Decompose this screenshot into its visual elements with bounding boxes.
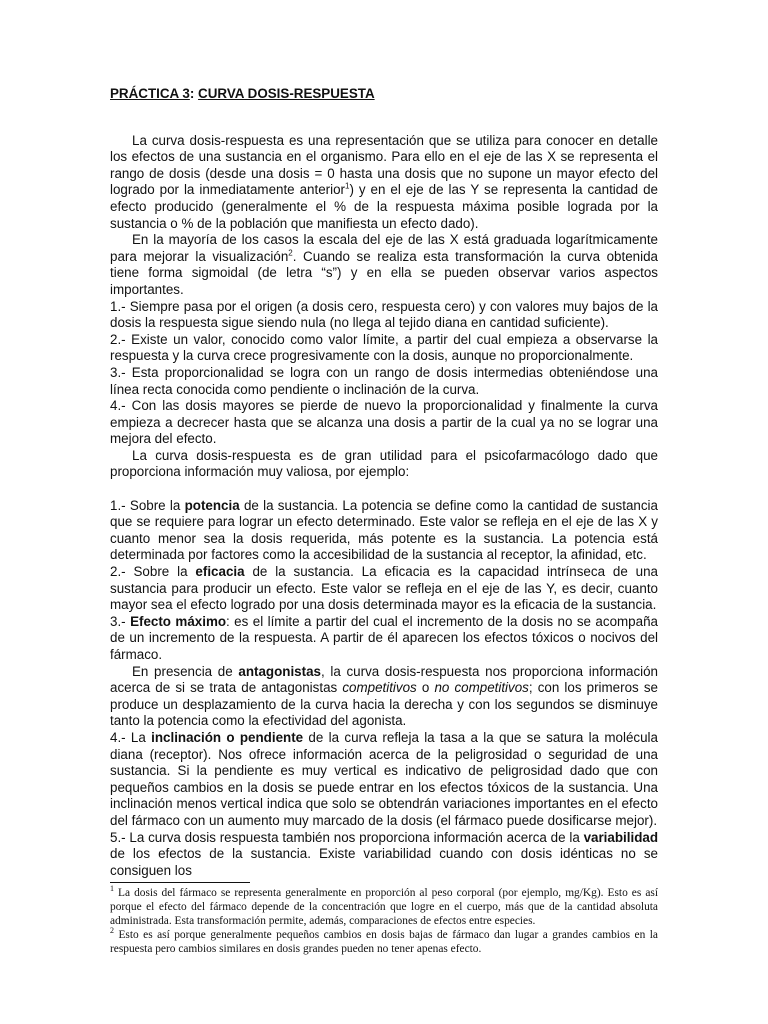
list-item: 1.- Siempre pasa por el origen (a dosis cero, respuesta cero) y con valores muy bajos de la dosis la respuesta sigue siendo nula (no llega al tejido diana en cantidad suficiente). (110, 298, 658, 331)
paragraph-antagonists: En presencia de antagonistas, la curva dosis-respuesta nos proporciona información acerca de si se trata de antagonistas competitivos o no competitivos; con los primeros se produce un desplazamiento de la curva hacia la derecha y con los segundos se disminuye tanto la potencia como la efectividad del agonista. (110, 663, 659, 729)
list-item: 4.- La inclinación o pendiente de la curva refleja la tasa a la que se satura la molécula diana (receptor). Nos ofrece información acerca de la peligrosidad o seguridad de una sustancia. Si la pendiente es muy vertical es indicativo de peligrosidad dado que con pequeños cambios en la dosis se puede entrar en los efectos tóxicos de la sustancia. Una inclinación menos vertical indica que solo se obtendrán variaciones importantes en el efecto del fármaco con un aumento muy marcado de la dosis (el fármaco puede dosificarse mejor). (110, 729, 658, 828)
footnote-ref-2: 2 (288, 248, 293, 258)
list-item: 5.- La curva dosis respuesta también nos proporciona información acerca de la variabilidad de los efectos de la sustancia. Existe variabilidad cuando con dosis idénticas no se consiguen los (110, 829, 658, 878)
keyword: Efecto máximo (130, 613, 227, 629)
footnote-2: $^2$ Esto es así porque generalmente pequeños cambios en dosis bajas de fármaco dan lugar a grandes cambios en la respuesta pero cambios similares en dosis grandes pueden no tener apenas efecto. (110, 925, 658, 955)
list-item: 3.- Esta proporcionalidad se logra con un rango de dosis intermedias obteniéndose una línea recta conocida como pendiente o inclinación de la curva. (110, 364, 658, 397)
list-item: 1.- Sobre la potencia de la sustancia. La potencia se define como la cantidad de sustancia que se requiere para lograr un efecto determinado. Este valor se refleja en el eje de las X y cuanto menor sea la dosis requerida, más potente es la sustancia. La potencia está determinada por factores como la accesibilidad de la sustancia al receptor, la afinidad, etc. (110, 497, 658, 563)
keyword: potencia (184, 497, 240, 513)
list-item: 3.- Efecto máximo: es el límite a partir del cual el incremento de la dosis no se acompaña de un incremento de la respuesta. A partir de él aparecen los efectos tóxicos o nocivos del fármaco. (110, 613, 658, 662)
footnote-divider (110, 882, 250, 883)
keyword: inclinación o pendiente (151, 729, 304, 745)
list-item: 4.- Con las dosis mayores se pierde de nuevo la proporcionalidad y finalmente la curva empieza a decrecer hasta que se alcanza una dosis a partir de la cual ya no se lograr una mejora del efecto. (110, 398, 658, 447)
document-page (110, 86, 658, 956)
paragraph-utility: La curva dosis-respuesta es de gran utilidad para el psicofarmacólogo dado que proporciona información muy valiosa, por ejemplo: (110, 447, 658, 480)
keyword: variabilidad (583, 829, 658, 845)
keyword: antagonistas (238, 663, 321, 679)
footnote-ref-1: 1 (345, 181, 350, 191)
paragraph-log-scale: En la mayoría de los casos la escala del eje de las X está graduada logarítmicamente para mejorar la visualización$^2$. Cuando se realiza esta transformación la curva obtenida tiene forma sigmoidal (de letra “s”) y en ella se pueden observar varios aspectos importantes. (110, 232, 658, 297)
list-item: 2.- Existe un valor, conocido como valor límite, a partir del cual empieza a observarse la respuesta y la curva crece progresivamente con la dosis, aunque no proporcionalmente. (110, 331, 658, 364)
page-title: PRÁCTICA 3: CURVA DOSIS-RESPUESTA (110, 86, 375, 101)
keyword: eficacia (195, 564, 245, 580)
paragraph-intro: La curva dosis-respuesta es una representación que se utiliza para conocer en detalle los efectos de una sustancia en el organismo. Para ello en el eje de las X se representa el rango de dosis (desde una dosis = 0 hasta una dosis que no supone un mayor efecto del logrado por la inmediatamente anterior$^1$) y en el eje de las Y se representa la cantidad de efecto producido (generalmente el % de la respuesta máxima posible lograda por la sustancia o % de la población que manifiesta un efecto dado). (110, 132, 658, 231)
footnote-1: $^1$ La dosis del fármaco se representa generalmente en proporción al peso corporal (por ejemplo, mg/Kg). Esto es así porque el efecto del fármaco depende de la concentración que logre en el cuerpo, más que de la cantidad absoluta administrada. Esta transformación permite, además, comparaciones de efectos entre especies. (110, 884, 658, 927)
list-item: 2.- Sobre la eficacia de la sustancia. La eficacia es la capacidad intrínseca de una sustancia para producir un efecto. Este valor se refleja en el eje de las Y, es decir, cuanto mayor sea el efecto logrado por una dosis determinada mayor es la eficacia de la sustancia. (110, 564, 659, 613)
